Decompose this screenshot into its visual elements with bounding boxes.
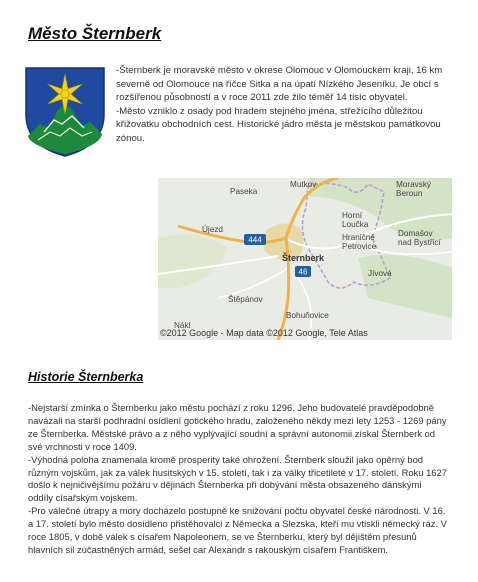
road-label: 444	[248, 235, 262, 245]
truncated-line	[28, 576, 448, 582]
intro-text	[116, 64, 456, 146]
history-paragraph: -Nejstarší zmínka o Šternberku jako městu pochází z roku 1296. Jeho budovatelé pravděpodobně navázali na starší podhradní osídlení gotického hradu, založeného někdy mezi lety 1253 - 1269 pány ze Šternberka. Městské právo a z něho vyplývající soudní a správní autonomii získal Šternberk od své vrchnosti v roce 1409.	[28, 402, 447, 452]
coat-of-arms	[24, 66, 106, 158]
map-place-label: Hraničné Petrovice	[342, 233, 377, 251]
intro-paragraph: -Šternberk je moravské město v okrese Olomouc v Olomouckém kraji, 16 km severně od Olomouce na říčce Sitka a na úpatí Nízkého Jeseníku. Je obcí s rozšířenou působností a v roce 2011 zde žilo téměř 14 tisíc obyvatel.	[116, 65, 443, 104]
map-place-label: Horní Loučka	[342, 211, 369, 229]
map-place-label: Nákl	[174, 321, 191, 330]
map-place-label: Újezd	[202, 225, 223, 234]
history-paragraph: -Výhodná poloha znamenala kromě prosperity také ohrožení. Šternberk sloužil jako opěrný bod různým vojskům, jak za válek husitských v 15. století, tak i za války třicetileté v 17. století. Roku 1627 došlo k nejničivějšímu požáru v dějinách Šternberka při dobývání města obsazeného dánskými oddíly císařským vojskem.	[28, 453, 447, 504]
page-title: Město Šternberk	[28, 24, 162, 43]
road-label: 46	[298, 267, 308, 277]
map-image	[158, 178, 452, 340]
section-title: Historie Šternberka	[28, 370, 144, 384]
history-paragraph: -Pro válečné útrapy a mory docházelo postupně ke snižování počtu obyvatel české národnosti. V 16. a 17. století bylo město dosídleno přistěhovalci z Německa a Slezska, kteří mu vtiskli německý ráz. V roce 1805, v době válek s císařem Napoleonem, se ve Šternberku, který byl dějištěm přesunů hlavních sil zúčastněných armád, sešel car Alexandr s rakouským císařem Františkem.	[28, 505, 447, 555]
intro-paragraph: -Město vzniklo z osady pod hradem stejného jména, střežícího důležitou křižovatku obchodních cest. Historické jádro města je městskou památkovou zónou.	[116, 105, 441, 144]
map-attribution: ©2012 Google - Map data ©2012 Google, Tele Atlas	[160, 328, 368, 338]
map-place-label: Štěpánov	[228, 295, 263, 304]
map-place-label: Moravský Beroun	[396, 180, 432, 198]
map-place-label: Mutkov	[290, 180, 317, 189]
history-text	[28, 402, 448, 557]
map-place-label: Jívová	[368, 269, 392, 278]
map-place-label: Bohuňovice	[286, 311, 329, 320]
map-place-label: Domašov nad Bystřicí	[398, 229, 441, 247]
map-place-label: Šternberk	[282, 253, 325, 263]
map-place-label: Paseka	[230, 187, 258, 196]
